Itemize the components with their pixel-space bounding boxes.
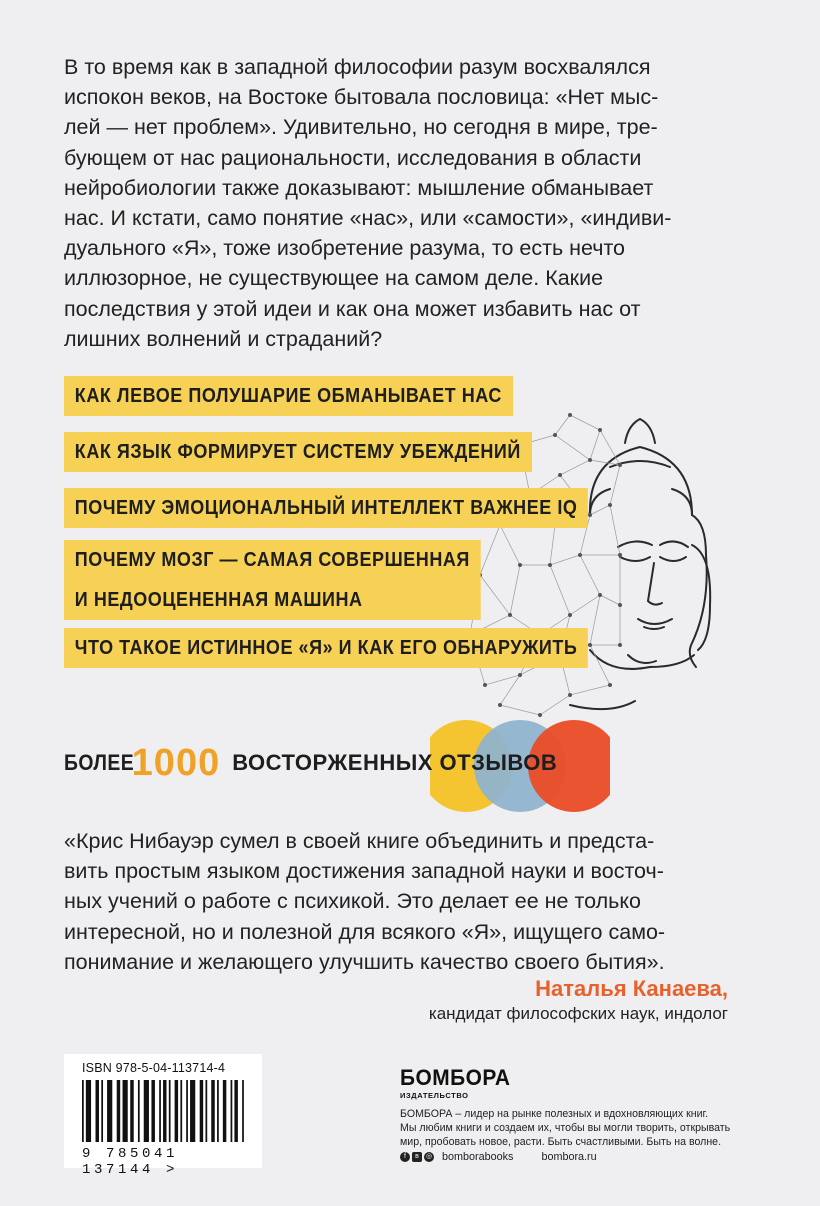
barcode-bar <box>117 1080 120 1142</box>
ean-number: 9 785041 137144 > <box>82 1146 179 1178</box>
barcode-bar <box>205 1080 207 1142</box>
barcode-bar <box>163 1080 166 1142</box>
publisher-description-line: Мы любим книги и создаем их, чтобы вы могли творить, открывать <box>400 1122 731 1134</box>
reviews-suffix: ВОСТОРЖЕННЫХ ОТЗЫВОВ <box>232 750 558 775</box>
intro-line: нейробиологии также доказывают: мышление обманывает <box>64 175 654 200</box>
barcode-bar <box>86 1080 91 1142</box>
highlight-banner <box>64 488 588 528</box>
highlight-text: ПОЧЕМУ МОЗГ — САМАЯ СОВЕРШЕННАЯ <box>74 549 470 571</box>
quote-line: вить простым языком достижения западной науки и восточ- <box>64 859 664 884</box>
publisher-logo-subtitle: ИЗДАТЕЛЬСТВО <box>400 1091 469 1100</box>
highlight-text: КАК ЯЗЫК ФОРМИРУЕТ СИСТЕМУ УБЕЖДЕНИЙ <box>74 441 521 463</box>
intro-line: последствия у этой идеи и как она может избавить нас от <box>64 296 641 321</box>
instagram-icon[interactable]: ◎ <box>425 1153 433 1160</box>
publisher-description-line: БОМБОРА – лидер на рынке полезных и вдохновляющих книг. <box>400 1108 709 1120</box>
barcode-bar <box>217 1080 219 1142</box>
quote-line: интересной, но и полезной для всякого «Я», ищущего само- <box>64 919 666 944</box>
barcode-bar <box>130 1080 133 1142</box>
publisher-social <box>400 1151 597 1163</box>
barcode-bar <box>96 1080 99 1142</box>
barcode-bar <box>180 1080 182 1142</box>
isbn-barcode-block <box>64 1054 262 1178</box>
publisher-description-line: мир, пробовать новое, расти. Быть счастливыми. Быть на волне. <box>400 1136 722 1148</box>
highlight-banner <box>64 540 481 620</box>
barcode-bar <box>144 1080 149 1142</box>
intro-line: бующем от нас рациональности, исследования в области <box>64 145 642 170</box>
highlight-text: ЧТО ТАКОЕ ИСТИННОЕ «Я» И КАК ЕГО ОБНАРУЖИТЬ <box>74 637 578 659</box>
highlight-text: И НЕДООЦЕНЕННАЯ МАШИНА <box>74 589 363 611</box>
quote-line: «Крис Нибауэр сумел в своей книге объединить и предста- <box>64 829 655 853</box>
barcode-bar <box>211 1080 214 1142</box>
barcode-bar <box>101 1080 103 1142</box>
social-handle[interactable]: bomborabooks <box>442 1151 514 1163</box>
highlight-banner <box>64 376 513 416</box>
barcode-bar <box>169 1080 171 1142</box>
barcode-bar <box>175 1080 178 1142</box>
barcode-bar <box>242 1080 244 1142</box>
intro-line: испокон веков, на Востоке бытовала пословица: «Нет мыс- <box>64 85 659 110</box>
intro-line: В то время как в западной философии разум восхвалялся <box>64 55 651 79</box>
barcode-bar <box>138 1080 140 1142</box>
barcode-bar <box>200 1080 203 1142</box>
isbn-label: ISBN 978-5-04-113714-4 <box>82 1061 226 1075</box>
quote-line: понимание и желающего улучшить качество своего бытия». <box>64 949 665 974</box>
highlight-text: ПОЧЕМУ ЭМОЦИОНАЛЬНЫЙ ИНТЕЛЛЕКТ ВАЖНЕЕ IQ <box>74 497 578 519</box>
publisher-description <box>400 1107 740 1149</box>
quote-author-title: кандидат философских наук, индолог <box>428 1004 728 1023</box>
intro-paragraph <box>64 52 732 354</box>
highlight-banner <box>64 432 532 472</box>
reviews-prefix: БОЛЕЕ <box>64 750 135 775</box>
quote-author-name: Наталья Канаева, <box>535 976 728 1001</box>
barcode-bar <box>159 1080 161 1142</box>
highlight-banner <box>64 628 588 668</box>
publisher-logo: БОМБОРА <box>400 1065 511 1090</box>
barcode-bar <box>223 1080 226 1142</box>
intro-line: нас. И кстати, само понятие «нас», или «самости», «индиви- <box>64 206 672 231</box>
publisher-website[interactable]: bombora.ru <box>541 1151 597 1163</box>
reviews-count <box>64 738 557 788</box>
intro-line: иллюзорное, не существующее на самом деле. Какие <box>64 266 604 291</box>
intro-line: лишних волнений и страданий? <box>64 326 383 351</box>
vk-icon[interactable]: в <box>412 1152 422 1162</box>
barcode-bar <box>123 1080 128 1142</box>
quote-line: ных учений о работе с психикой. Это делает ее не только <box>64 889 641 914</box>
facebook-icon[interactable]: f <box>400 1152 410 1162</box>
barcode-bar <box>107 1080 112 1142</box>
intro-line: дуального «Я», тоже изобретение разума, то есть нечто <box>64 236 626 261</box>
barcode-bar <box>234 1080 237 1142</box>
barcode-bar <box>82 1080 84 1142</box>
intro-line: лей — нет проблем». Удивительно, но сегодня в мире, тре- <box>64 115 658 140</box>
highlight-text: КАК ЛЕВОЕ ПОЛУШАРИЕ ОБМАНЫВАЕТ НАС <box>74 385 502 407</box>
barcode-bar <box>231 1080 233 1142</box>
barcode-bar <box>186 1080 188 1142</box>
review-quote <box>64 826 732 977</box>
barcode-bar <box>190 1080 195 1142</box>
reviews-number: 1000 <box>131 741 221 784</box>
barcode-bar <box>151 1080 154 1142</box>
barcode <box>82 1080 246 1142</box>
